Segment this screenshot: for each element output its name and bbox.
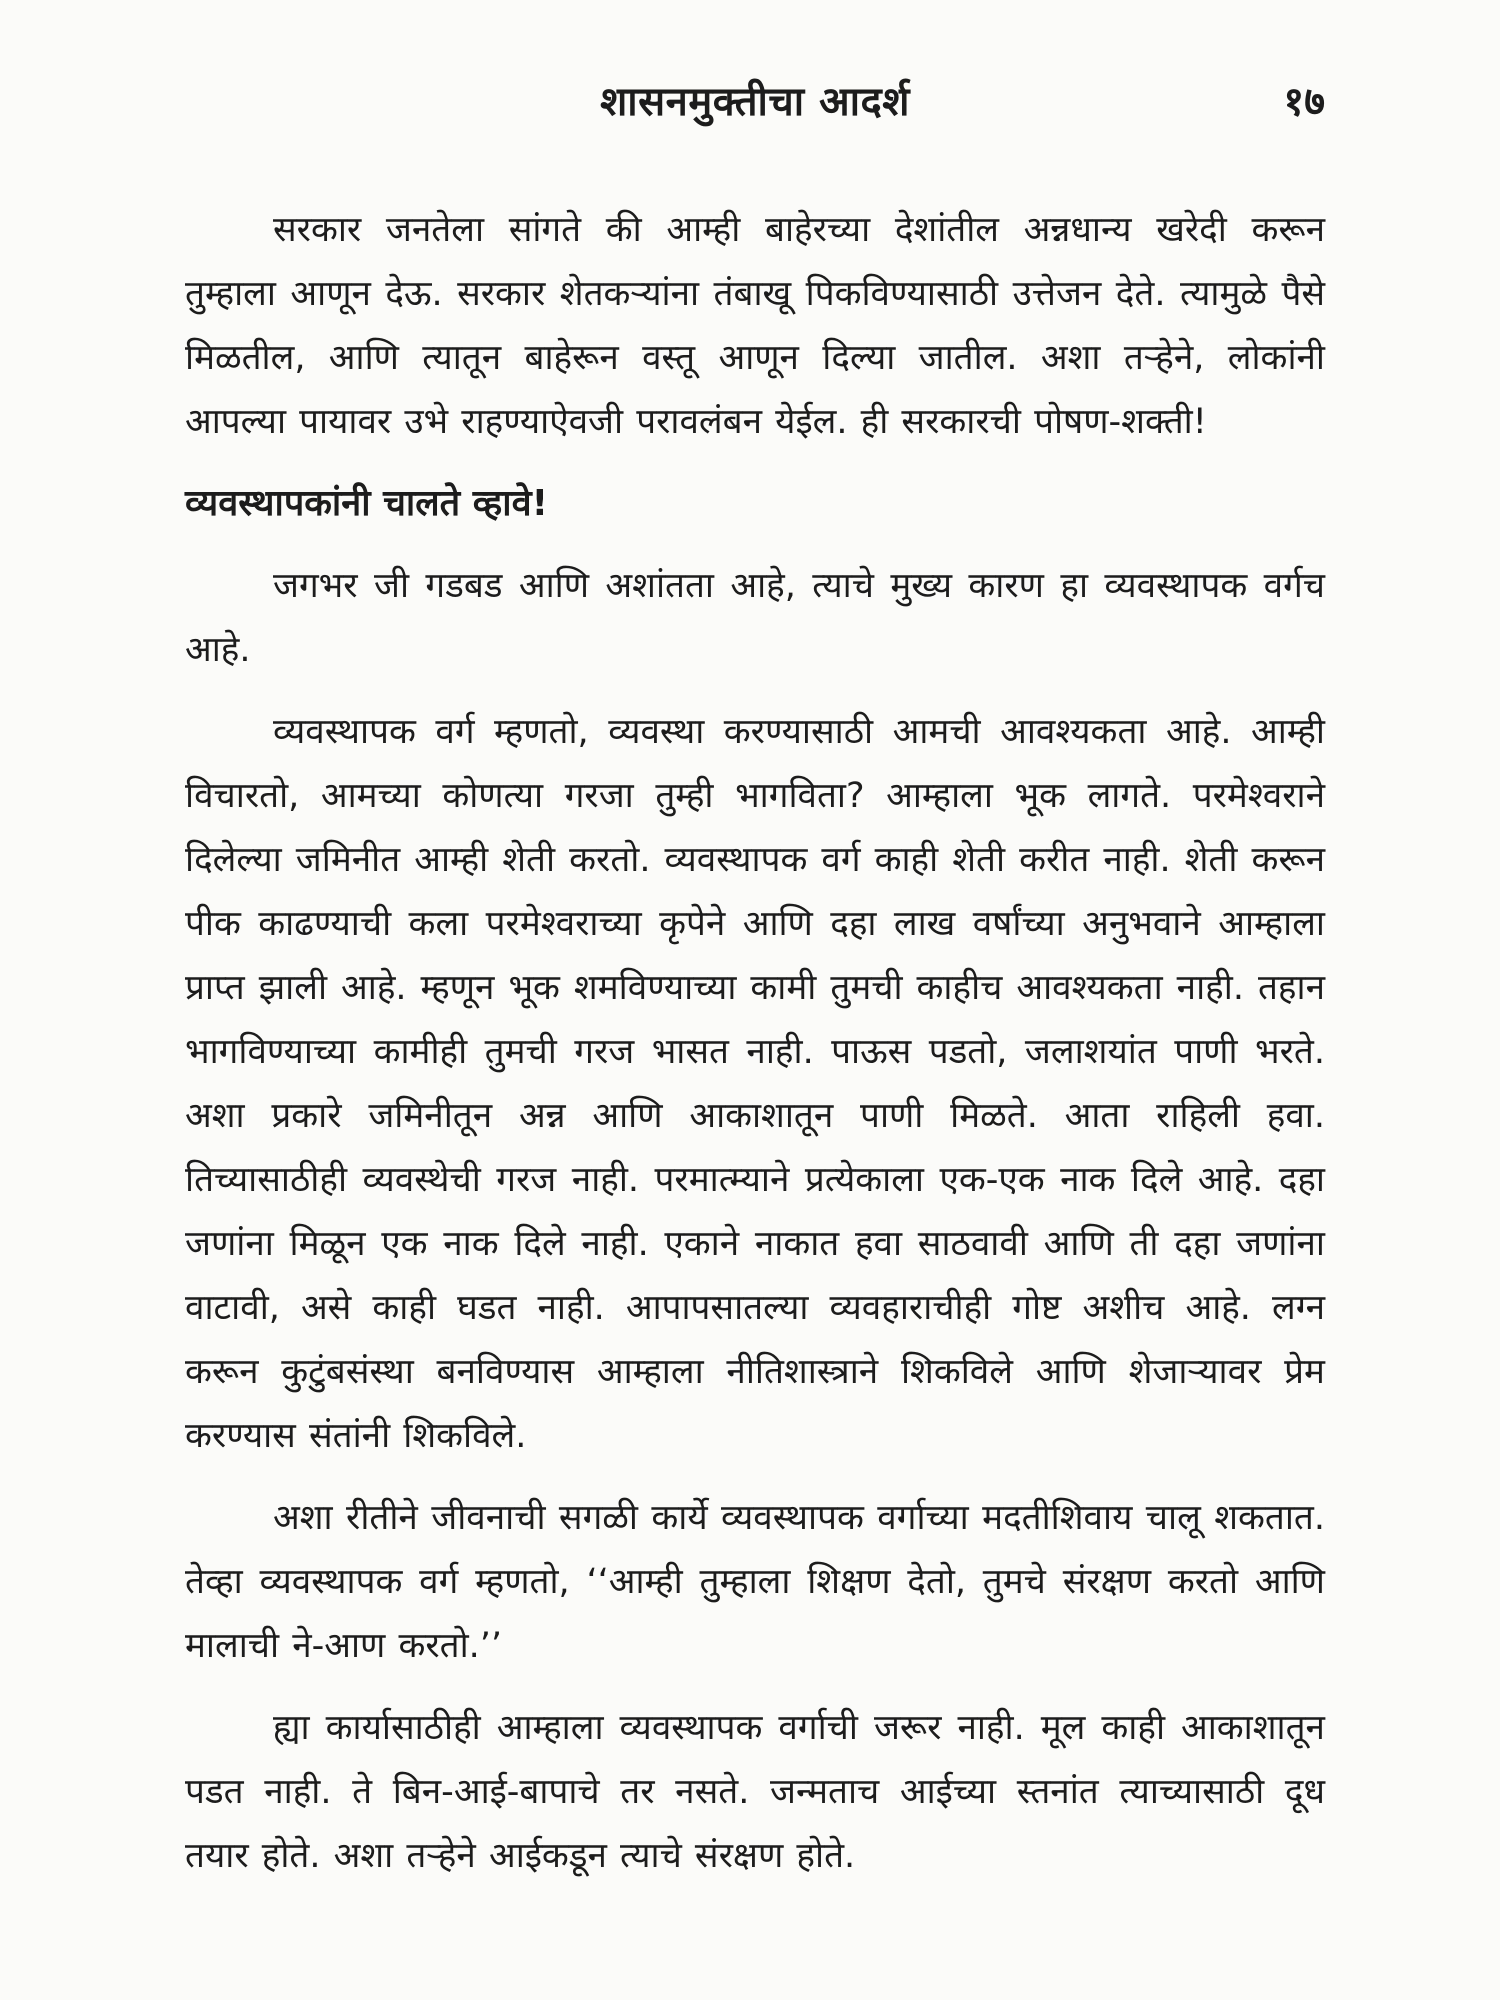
page-number: १७	[1283, 79, 1325, 125]
paragraph-1: सरकार जनतेला सांगते की आम्ही बाहेरच्या देशांतील अन्नधान्य खरेदी करून तुम्हाला आणून देऊ. सरकार शेतकऱ्यांना तंबाखू पिकविण्यासाठी उत्तेजन देते. त्यामुळे पैसे मिळतील, आणि त्यातून बाहेरून वस्तू आणून दिल्या जातील. अशा तऱ्हेने, लोकांनी आपल्या पायावर उभे राहण्याऐवजी परावलंबन येईल. ही सरकारची पोषण-शक्ती!	[185, 210, 1325, 442]
paragraph-2: जगभर जी गडबड आणि अशांतता आहे, त्याचे मुख्य कारण हा व्यवस्थापक वर्गच आहे.	[185, 566, 1325, 670]
spacer	[185, 1678, 1325, 1696]
paragraph-3: व्यवस्थापक वर्ग म्हणतो, व्यवस्था करण्यासाठी आमची आवश्यकता आहे. आम्ही विचारतो, आमच्या कोणत्या गरजा तुम्ही भागविता? आम्हाला भूक लागते. परमेश्वराने दिलेल्या जमिनीत आम्ही शेती करतो. व्यवस्थापक वर्ग काही शेती करीत नाही. शेती करून पीक काढण्याची कला परमेश्वराच्या कृपेने आणि दहा लाख वर्षांच्या अनुभवाने आम्हाला प्राप्त झाली आहे. म्हणून भूक शमविण्याच्या कामी तुमची काहीच आवश्यकता नाही. तहान भागविण्याच्या कामीही तुमची गरज भासत नाही. पाऊस पडतो, जलाशयांत पाणी भरते. अशा प्रकारे जमिनीतून अन्न आणि आकाशातून पाणी मिळते. आता राहिली हवा. तिच्यासाठीही व्यवस्थेची गरज नाही. परमात्म्याने प्रत्येकाला एक-एक नाक दिले आहे. दहा जणांना मिळून एक नाक दिले नाही. एकाने नाकात हवा साठवावी आणि ती दहा जणांना वाटावी, असे काही घडत नाही. आपापसातल्या व्यवहाराचीही गोष्ट अशीच आहे. लग्न करून कुटुंबसंस्था बनविण्यास आम्हाला नीतिशास्त्राने शिकविले आणि शेजाऱ्यावर प्रेम करण्यास संतांनी शिकविले.	[185, 712, 1325, 1456]
spacer	[185, 454, 1325, 472]
chapter-title: शासनमुक्तीचा आदर्श	[600, 79, 910, 125]
paragraph-4: अशा रीतीने जीवनाची सगळी कार्ये व्यवस्थापक वर्गाच्या मदतीशिवाय चालू शकतात. तेव्हा व्यवस्थापक वर्ग म्हणतो, ‘‘आम्ही तुम्हाला शिक्षण देतो, तुमचे संरक्षण करतो आणि मालाची ने-आण करतो.’’	[185, 1498, 1325, 1666]
running-head	[185, 72, 1325, 132]
body-text	[185, 198, 1325, 1888]
paragraph-5: ह्या कार्यासाठीही आम्हाला व्यवस्थापक वर्गाची जरूर नाही. मूल काही आकाशातून पडत नाही. ते बिन-आई-बापाचे तर नसते. जन्मताच आईच्या स्तनांत त्याच्यासाठी दूध तयार होते. अशा तऱ्हेने आईकडून त्याचे संरक्षण होते.	[185, 1708, 1325, 1876]
spacer	[185, 682, 1325, 700]
spacer	[185, 536, 1325, 554]
section-heading: व्यवस्थापकांनी चालते व्हावे!	[185, 483, 549, 524]
spacer	[185, 1468, 1325, 1486]
